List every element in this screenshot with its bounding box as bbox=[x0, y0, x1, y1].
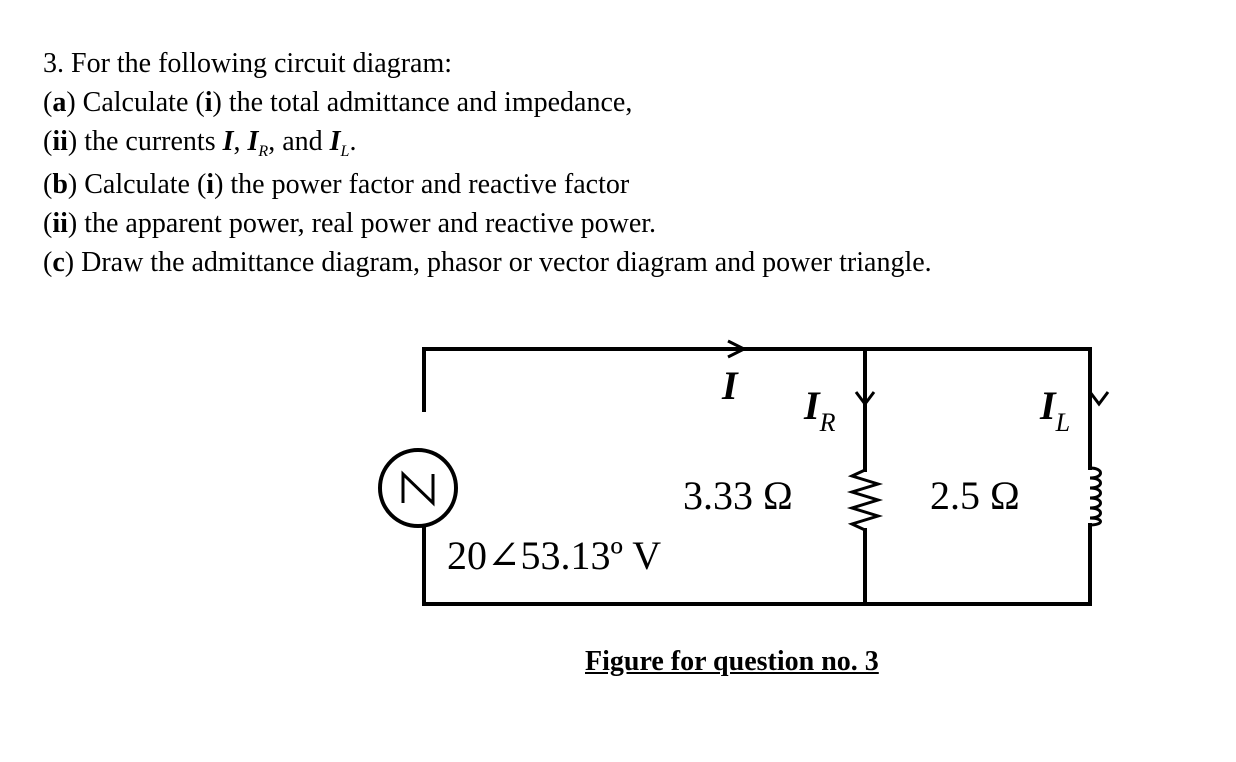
current-IL-arrow-icon bbox=[1090, 392, 1108, 404]
top-wire bbox=[424, 349, 1090, 468]
part-b-ii-text: the apparent power, real power and reactive power. bbox=[84, 208, 657, 239]
source-value: 20∠53.13º V bbox=[447, 533, 662, 578]
inductor-value: 2.5 Ω bbox=[930, 473, 1020, 518]
current-IR-text: $I_R$ bbox=[247, 126, 269, 160]
resistor-value: 3.33 Ω bbox=[683, 473, 793, 518]
label-I: I bbox=[722, 363, 738, 408]
inductor-icon bbox=[1090, 468, 1101, 525]
question-line-4: (b) Calculate (i) the power factor and reactive factor bbox=[43, 169, 630, 200]
part-a-ii-label: ii bbox=[52, 126, 68, 157]
part-b-ii-label: ii bbox=[52, 208, 68, 239]
figure-caption: Figure for question no. 3 bbox=[585, 646, 879, 677]
part-c-label: c bbox=[52, 247, 65, 278]
question-line-3: (ii) the currents I, $I_R$, and $I_L$. bbox=[43, 126, 357, 160]
question-heading: 3. For the following circuit diagram: bbox=[43, 48, 453, 79]
label-IR: $I_R$ bbox=[804, 383, 836, 437]
question-line-6: (c) Draw the admittance diagram, phasor or vector diagram and power triangle. bbox=[43, 247, 932, 278]
part-a-ii-text: the currents bbox=[84, 126, 216, 157]
label-IL: $I_L$ bbox=[1040, 383, 1071, 437]
resistor-icon bbox=[852, 470, 878, 530]
current-IL-text: $I_L$ bbox=[329, 126, 350, 160]
and-text: and bbox=[282, 126, 323, 157]
part-a-label: a bbox=[52, 87, 67, 118]
part-a-text: Calculate (i) the total admittance and impedance, bbox=[82, 87, 633, 118]
part-c-text: Draw the admittance diagram, phasor or vector diagram and power triangle. bbox=[81, 247, 932, 278]
question-line-2: (a) Calculate (i) the total admittance and impedance, bbox=[43, 87, 633, 118]
part-b-label: b bbox=[52, 169, 68, 200]
part-b-text: Calculate (i) the power factor and reactive factor bbox=[84, 169, 630, 200]
question-line-5: (ii) the apparent power, real power and reactive power. bbox=[43, 208, 657, 239]
current-I-text: I bbox=[222, 126, 234, 157]
